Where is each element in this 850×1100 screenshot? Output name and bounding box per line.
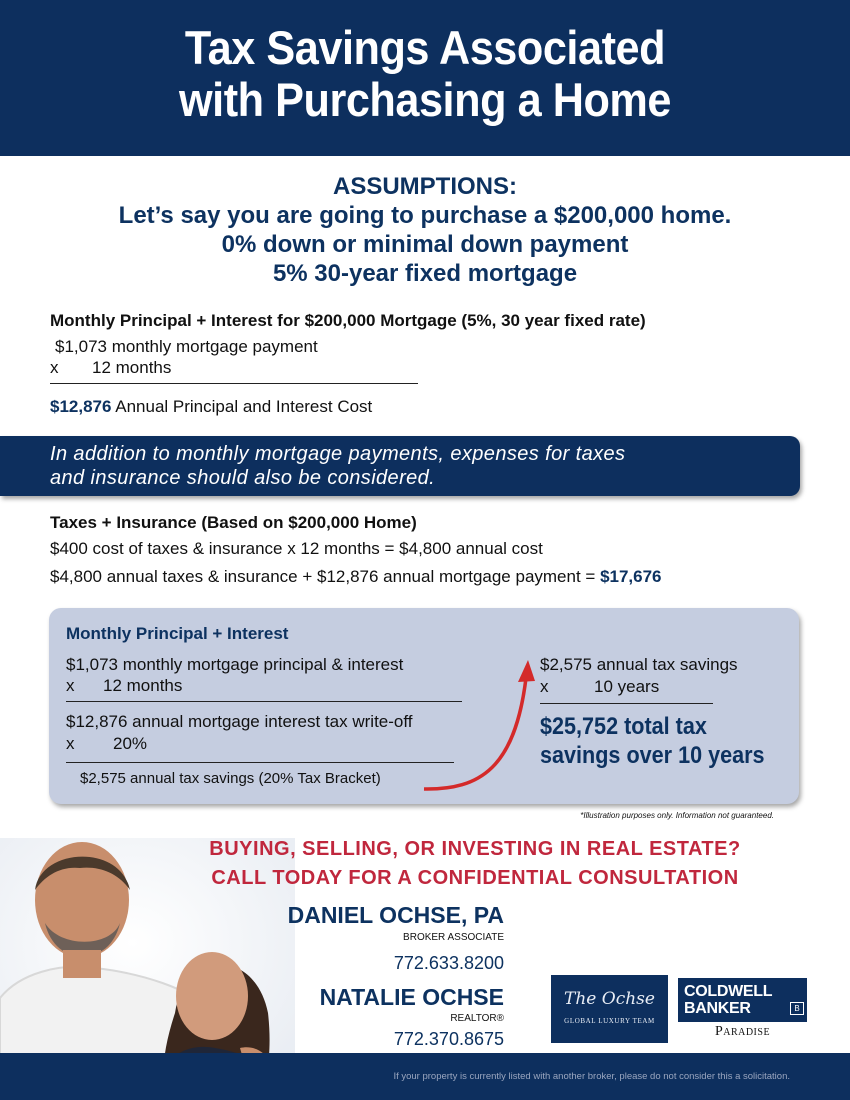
taxes-insurance-line-1: $400 cost of taxes & insurance x 12 months = $4,800 annual cost bbox=[50, 539, 543, 558]
annual-label: Annual Principal and Interest Cost bbox=[115, 397, 373, 416]
assumption-down-payment: 0% down or minimal down payment bbox=[221, 231, 629, 258]
footer-disclaimer: If your property is currently listed with another broker, please do not consider this a solicitation. bbox=[393, 1071, 790, 1082]
assumptions-heading: ASSUMPTIONS: bbox=[332, 173, 517, 200]
agent-1-name: DANIEL OCHSE, PA bbox=[287, 902, 504, 928]
months-line: 12 months bbox=[92, 358, 172, 377]
agent-1-role: BROKER ASSOCIATE bbox=[403, 932, 504, 943]
annual-amount: $12,876 bbox=[50, 397, 112, 416]
illustration-disclaimer: *Illustration purposes only. Information not guaranteed. bbox=[580, 811, 774, 820]
total-tax-savings bbox=[540, 712, 765, 770]
ochse-team-logo bbox=[551, 975, 668, 1043]
cb-logo-line-2: BANKER bbox=[684, 1000, 751, 1017]
monthly-payment-line: $1,073 monthly mortgage payment bbox=[55, 337, 318, 356]
cb-logo-wordmark bbox=[684, 983, 772, 1017]
agent-1-phone[interactable]: 772.633.8200 bbox=[393, 953, 504, 973]
total-savings-line-1: $25,752 total tax bbox=[540, 713, 707, 740]
growth-arrow-icon bbox=[420, 648, 540, 798]
cb-office-name: Paradise bbox=[714, 1024, 771, 1039]
cta-line-2: CALL TODAY FOR A CONFIDENTIAL CONSULTATION bbox=[211, 867, 739, 889]
annual-total-value: $17,676 bbox=[600, 567, 662, 586]
agent-2-name: NATALIE OCHSE bbox=[319, 984, 504, 1010]
title-line-1: Tax Savings Associated bbox=[184, 21, 666, 74]
banner-line-2: and insurance should also be considered. bbox=[50, 467, 436, 489]
principal-interest-heading: Monthly Principal + Interest for $200,000 Mortgage (5%, 30 year fixed rate) bbox=[50, 311, 646, 330]
assumptions-section bbox=[0, 172, 850, 288]
calc-divider-2 bbox=[66, 762, 454, 763]
right-savings-line: $2,575 annual tax savings bbox=[540, 655, 738, 674]
calc-box-heading: Monthly Principal + Interest bbox=[66, 624, 289, 643]
calc-divider-1 bbox=[66, 701, 462, 702]
taxes-insurance-line-2 bbox=[50, 567, 662, 587]
banner-line-1: In addition to monthly mortgage payments, expenses for taxes bbox=[50, 443, 626, 465]
info-banner-text bbox=[50, 442, 790, 490]
coldwell-banker-logo bbox=[678, 978, 807, 1022]
annual-total-text: $4,800 annual taxes & insurance + $12,876 annual mortgage payment = bbox=[50, 567, 601, 586]
calc-monthly-line: $1,073 monthly mortgage principal & interest bbox=[66, 655, 404, 674]
right-multiplier: x bbox=[540, 677, 549, 696]
right-years: 10 years bbox=[594, 677, 660, 696]
title-line-2: with Purchasing a Home bbox=[178, 73, 672, 126]
calc-annual-savings: $2,575 annual tax savings (20% Tax Bracket) bbox=[80, 770, 381, 787]
agent-2-phone[interactable]: 772.370.8675 bbox=[393, 1029, 504, 1049]
cb-logo-line-1: COLDWELL bbox=[684, 983, 773, 1000]
calc-months: 12 months bbox=[103, 676, 183, 695]
assumption-price: Let’s say you are going to purchase a $200,000 home. bbox=[118, 202, 732, 229]
total-savings-line-2: savings over 10 years bbox=[540, 742, 765, 769]
call-to-action bbox=[200, 835, 750, 893]
calc-writeoff-line: $12,876 annual mortgage interest tax write-off bbox=[66, 712, 413, 731]
agent-2-role: REALTOR® bbox=[450, 1013, 504, 1024]
ochse-logo-subtitle: GLOBAL LUXURY TEAM bbox=[564, 1017, 655, 1025]
ochse-logo-script: The Ochse bbox=[564, 989, 655, 1009]
calc-multiplier-2: x bbox=[66, 734, 75, 753]
taxes-insurance-heading: Taxes + Insurance (Based on $200,000 Home) bbox=[50, 513, 417, 532]
multiplier-symbol: x bbox=[50, 358, 59, 377]
cb-badge-icon: B bbox=[790, 1002, 804, 1015]
calc-percent: 20% bbox=[113, 734, 148, 753]
calc-divider bbox=[50, 383, 418, 384]
page-title bbox=[34, 22, 816, 126]
assumption-mortgage: 5% 30-year fixed mortgage bbox=[272, 260, 578, 287]
annual-cost-line bbox=[50, 397, 372, 417]
right-divider bbox=[540, 703, 713, 704]
cta-line-1: BUYING, SELLING, OR INVESTING IN REAL ESTATE? bbox=[209, 838, 741, 860]
calc-multiplier-1: x bbox=[66, 676, 75, 695]
